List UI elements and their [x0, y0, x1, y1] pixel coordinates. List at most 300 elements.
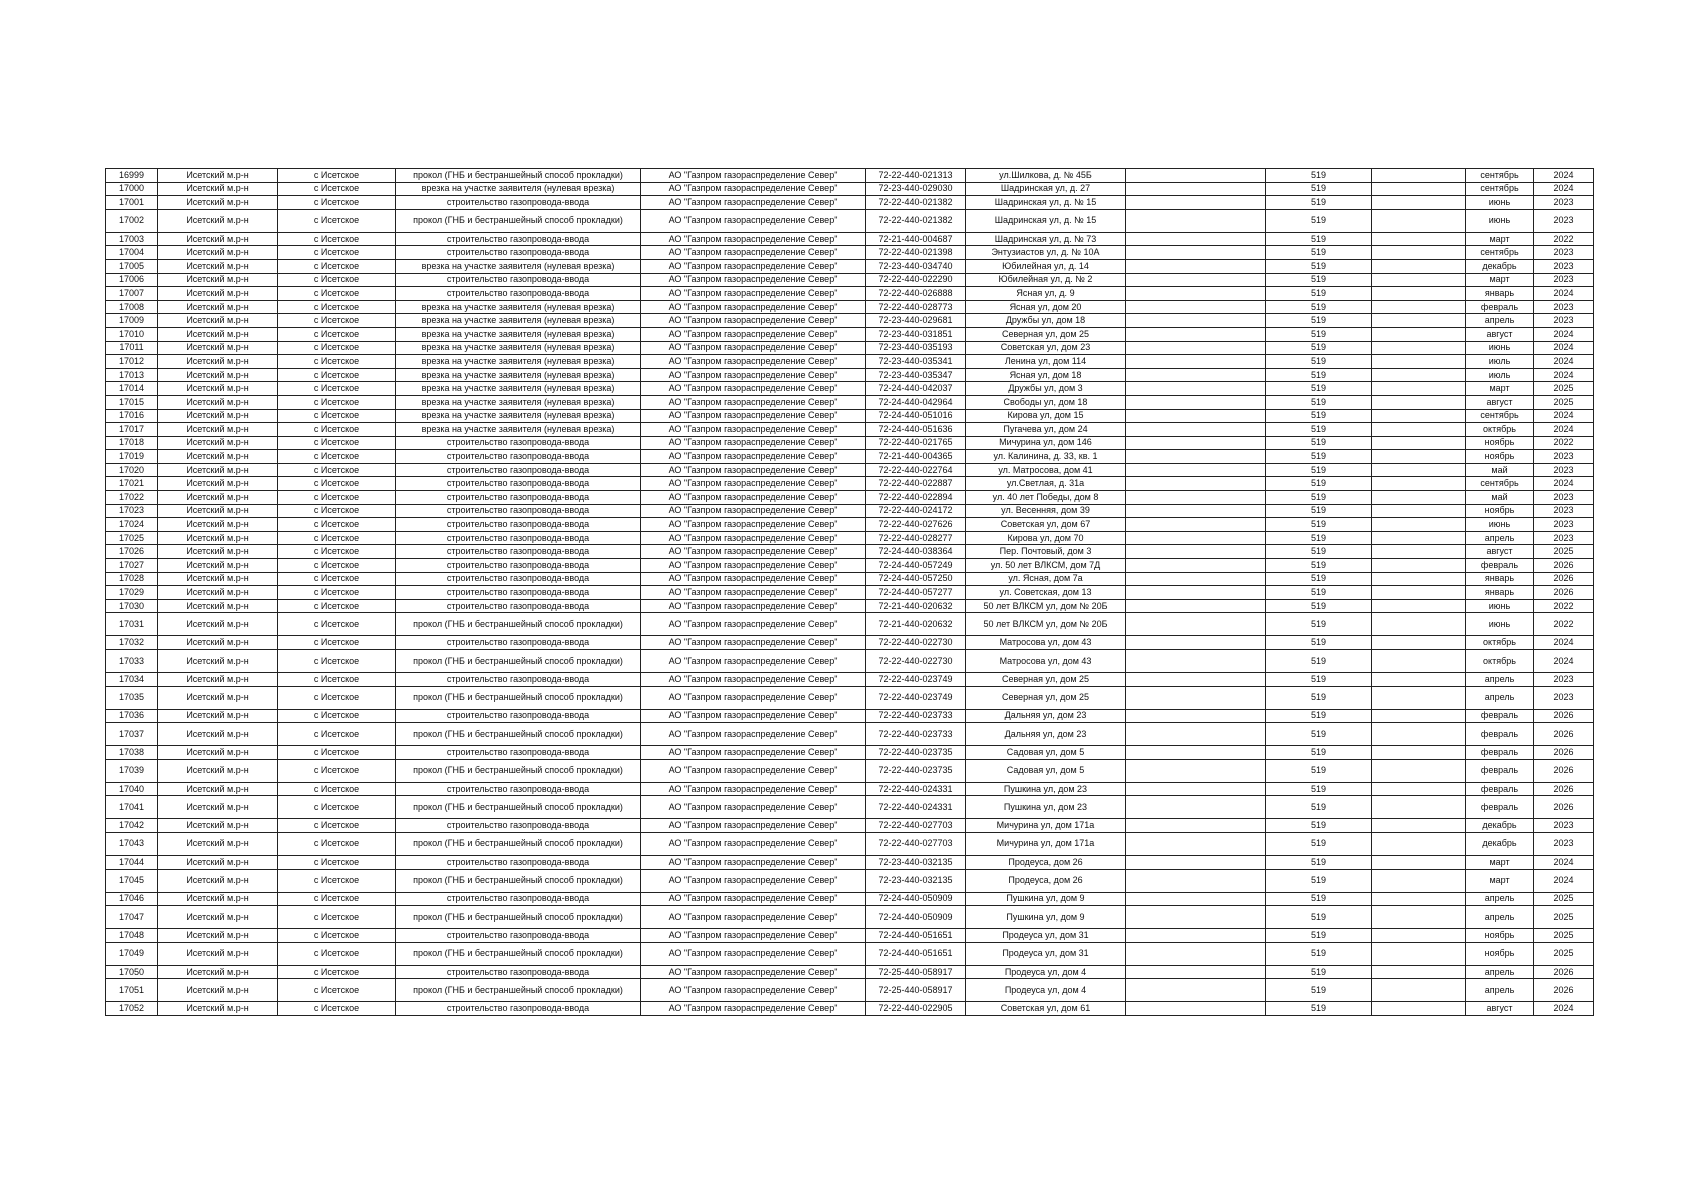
cell-district: Исетский м.р-н	[158, 395, 278, 409]
cell-address: Шадринская ул, д. 27	[966, 182, 1126, 196]
cell-settlement: с Исетское	[278, 287, 396, 301]
cell-address: Шадринская ул, д. № 15	[966, 209, 1126, 232]
cell-year: 2023	[1534, 673, 1594, 687]
cell-settlement: с Исетское	[278, 314, 396, 328]
cell-district: Исетский м.р-н	[158, 723, 278, 746]
table-row	[106, 423, 1594, 437]
cell-work-type: строительство газопровода-ввода	[396, 1002, 641, 1016]
cell-year: 2022	[1534, 613, 1594, 636]
cell-row-number: 17028	[106, 572, 158, 586]
cell-organization: АО "Газпром газораспределение Север"	[641, 450, 866, 464]
cell-work-type: строительство газопровода-ввода	[396, 636, 641, 650]
table-row	[106, 477, 1594, 491]
cell-empty-col-2	[1372, 531, 1466, 545]
cell-row-number: 17048	[106, 929, 158, 943]
cell-month: сентябрь	[1466, 169, 1534, 183]
cell-code: 519	[1266, 504, 1372, 518]
cell-work-type: строительство газопровода-ввода	[396, 287, 641, 301]
cell-empty-col-2	[1372, 942, 1466, 965]
cell-district: Исетский м.р-н	[158, 314, 278, 328]
cell-address: Матросова ул, дом 43	[966, 650, 1126, 673]
cell-organization: АО "Газпром газораспределение Север"	[641, 723, 866, 746]
cell-settlement: с Исетское	[278, 906, 396, 929]
cell-row-number: 17012	[106, 355, 158, 369]
cell-year: 2025	[1534, 395, 1594, 409]
cell-organization: АО "Газпром газораспределение Север"	[641, 942, 866, 965]
cell-month: февраль	[1466, 723, 1534, 746]
cell-organization: АО "Газпром газораспределение Север"	[641, 196, 866, 210]
cell-application-number: 72-22-440-022894	[866, 491, 966, 505]
cell-organization: АО "Газпром газораспределение Север"	[641, 463, 866, 477]
cell-work-type: строительство газопровода-ввода	[396, 819, 641, 833]
cell-address: Садовая ул, дом 5	[966, 759, 1126, 782]
cell-work-type: прокол (ГНБ и бестраншейный способ прокладки)	[396, 869, 641, 892]
cell-empty-col-2	[1372, 368, 1466, 382]
table-row	[106, 929, 1594, 943]
cell-empty-col	[1126, 355, 1266, 369]
cell-address: Продеуса ул, дом 4	[966, 965, 1126, 979]
cell-empty-col	[1126, 209, 1266, 232]
cell-settlement: с Исетское	[278, 782, 396, 796]
cell-empty-col-2	[1372, 314, 1466, 328]
cell-district: Исетский м.р-н	[158, 169, 278, 183]
cell-year: 2026	[1534, 782, 1594, 796]
cell-address: Пушкина ул, дом 23	[966, 796, 1126, 819]
table-row	[106, 650, 1594, 673]
cell-address: Кирова ул, дом 70	[966, 531, 1126, 545]
cell-month: апрель	[1466, 906, 1534, 929]
cell-empty-col	[1126, 686, 1266, 709]
cell-year: 2026	[1534, 759, 1594, 782]
cell-code: 519	[1266, 782, 1372, 796]
cell-year: 2026	[1534, 559, 1594, 573]
cell-organization: АО "Газпром газораспределение Север"	[641, 246, 866, 260]
cell-empty-col-2	[1372, 518, 1466, 532]
cell-row-number: 17003	[106, 232, 158, 246]
cell-empty-col-2	[1372, 450, 1466, 464]
cell-empty-col	[1126, 796, 1266, 819]
cell-empty-col-2	[1372, 182, 1466, 196]
cell-address: Советская ул, дом 23	[966, 341, 1126, 355]
cell-code: 519	[1266, 929, 1372, 943]
cell-organization: АО "Газпром газораспределение Север"	[641, 1002, 866, 1016]
cell-empty-col	[1126, 287, 1266, 301]
cell-code: 519	[1266, 169, 1372, 183]
cell-row-number: 17010	[106, 327, 158, 341]
cell-code: 519	[1266, 491, 1372, 505]
cell-month: октябрь	[1466, 423, 1534, 437]
cell-address: Продеуса, дом 26	[966, 869, 1126, 892]
cell-organization: АО "Газпром газораспределение Север"	[641, 759, 866, 782]
cell-organization: АО "Газпром газораспределение Север"	[641, 855, 866, 869]
cell-year: 2023	[1534, 463, 1594, 477]
cell-work-type: строительство газопровода-ввода	[396, 746, 641, 760]
cell-address: Энтузиастов ул, д. № 10А	[966, 246, 1126, 260]
cell-application-number: 72-24-440-042964	[866, 395, 966, 409]
table-row	[106, 782, 1594, 796]
cell-work-type: строительство газопровода-ввода	[396, 491, 641, 505]
cell-work-type: прокол (ГНБ и бестраншейный способ прокладки)	[396, 906, 641, 929]
cell-settlement: с Исетское	[278, 273, 396, 287]
cell-settlement: с Исетское	[278, 650, 396, 673]
cell-year: 2023	[1534, 314, 1594, 328]
cell-row-number: 17019	[106, 450, 158, 464]
cell-organization: АО "Газпром газораспределение Север"	[641, 518, 866, 532]
cell-settlement: с Исетское	[278, 259, 396, 273]
cell-address: Пушкина ул, дом 23	[966, 782, 1126, 796]
cell-code: 519	[1266, 673, 1372, 687]
cell-row-number: 16999	[106, 169, 158, 183]
cell-code: 519	[1266, 436, 1372, 450]
cell-month: апрель	[1466, 673, 1534, 687]
cell-row-number: 17023	[106, 504, 158, 518]
cell-work-type: врезка на участке заявителя (нулевая врезка)	[396, 382, 641, 396]
cell-application-number: 72-25-440-058917	[866, 979, 966, 1002]
cell-month: февраль	[1466, 796, 1534, 819]
cell-work-type: строительство газопровода-ввода	[396, 855, 641, 869]
cell-work-type: врезка на участке заявителя (нулевая врезка)	[396, 314, 641, 328]
cell-address: Кирова ул, дом 15	[966, 409, 1126, 423]
cell-settlement: с Исетское	[278, 246, 396, 260]
cell-settlement: с Исетское	[278, 182, 396, 196]
cell-row-number: 17027	[106, 559, 158, 573]
cell-year: 2024	[1534, 423, 1594, 437]
cell-application-number: 72-22-440-026888	[866, 287, 966, 301]
cell-code: 519	[1266, 796, 1372, 819]
table-row	[106, 559, 1594, 573]
cell-code: 519	[1266, 586, 1372, 600]
cell-empty-col-2	[1372, 327, 1466, 341]
cell-empty-col	[1126, 906, 1266, 929]
cell-organization: АО "Газпром газораспределение Север"	[641, 636, 866, 650]
cell-work-type: строительство газопровода-ввода	[396, 673, 641, 687]
cell-district: Исетский м.р-н	[158, 491, 278, 505]
cell-application-number: 72-22-440-027626	[866, 518, 966, 532]
cell-empty-col	[1126, 636, 1266, 650]
cell-row-number: 17006	[106, 273, 158, 287]
cell-code: 519	[1266, 892, 1372, 906]
cell-district: Исетский м.р-н	[158, 327, 278, 341]
table-row	[106, 436, 1594, 450]
cell-empty-col	[1126, 518, 1266, 532]
cell-settlement: с Исетское	[278, 382, 396, 396]
cell-empty-col-2	[1372, 869, 1466, 892]
cell-address: Советская ул, дом 67	[966, 518, 1126, 532]
cell-row-number: 17042	[106, 819, 158, 833]
cell-month: ноябрь	[1466, 504, 1534, 518]
cell-row-number: 17046	[106, 892, 158, 906]
table-row	[106, 327, 1594, 341]
table-row	[106, 855, 1594, 869]
cell-work-type: прокол (ГНБ и бестраншейный способ прокладки)	[396, 723, 641, 746]
cell-application-number: 72-23-440-029681	[866, 314, 966, 328]
cell-code: 519	[1266, 477, 1372, 491]
table-row	[106, 355, 1594, 369]
cell-code: 519	[1266, 906, 1372, 929]
cell-row-number: 17015	[106, 395, 158, 409]
cell-row-number: 17000	[106, 182, 158, 196]
cell-empty-col	[1126, 942, 1266, 965]
cell-row-number: 17033	[106, 650, 158, 673]
table-row	[106, 300, 1594, 314]
cell-address: Продеуса ул, дом 31	[966, 942, 1126, 965]
table-row	[106, 409, 1594, 423]
cell-settlement: с Исетское	[278, 746, 396, 760]
cell-application-number: 72-22-440-024331	[866, 782, 966, 796]
cell-empty-col-2	[1372, 559, 1466, 573]
table-row	[106, 572, 1594, 586]
cell-settlement: с Исетское	[278, 423, 396, 437]
cell-settlement: с Исетское	[278, 892, 396, 906]
cell-year: 2025	[1534, 382, 1594, 396]
table-row	[106, 673, 1594, 687]
cell-code: 519	[1266, 636, 1372, 650]
cell-settlement: с Исетское	[278, 477, 396, 491]
cell-year: 2023	[1534, 491, 1594, 505]
cell-empty-col-2	[1372, 746, 1466, 760]
cell-work-type: врезка на участке заявителя (нулевая врезка)	[396, 341, 641, 355]
cell-year: 2025	[1534, 545, 1594, 559]
cell-year: 2024	[1534, 409, 1594, 423]
cell-address: ул. Весенняя, дом 39	[966, 504, 1126, 518]
cell-row-number: 17032	[106, 636, 158, 650]
cell-code: 519	[1266, 531, 1372, 545]
cell-organization: АО "Газпром газораспределение Север"	[641, 782, 866, 796]
cell-district: Исетский м.р-н	[158, 759, 278, 782]
cell-organization: АО "Газпром газораспределение Север"	[641, 869, 866, 892]
cell-row-number: 17035	[106, 686, 158, 709]
cell-district: Исетский м.р-н	[158, 673, 278, 687]
cell-settlement: с Исетское	[278, 709, 396, 723]
cell-month: декабрь	[1466, 259, 1534, 273]
cell-district: Исетский м.р-н	[158, 613, 278, 636]
cell-application-number: 72-24-440-050909	[866, 892, 966, 906]
cell-year: 2025	[1534, 906, 1594, 929]
cell-row-number: 17041	[106, 796, 158, 819]
cell-organization: АО "Газпром газораспределение Север"	[641, 531, 866, 545]
cell-district: Исетский м.р-н	[158, 409, 278, 423]
cell-month: апрель	[1466, 965, 1534, 979]
cell-organization: АО "Газпром газораспределение Север"	[641, 819, 866, 833]
cell-empty-col-2	[1372, 232, 1466, 246]
cell-row-number: 17049	[106, 942, 158, 965]
cell-settlement: с Исетское	[278, 723, 396, 746]
cell-district: Исетский м.р-н	[158, 232, 278, 246]
cell-year: 2023	[1534, 273, 1594, 287]
cell-address: Шадринская ул, д. № 73	[966, 232, 1126, 246]
cell-month: июнь	[1466, 518, 1534, 532]
cell-empty-col	[1126, 450, 1266, 464]
cell-application-number: 72-21-440-004365	[866, 450, 966, 464]
cell-district: Исетский м.р-н	[158, 436, 278, 450]
cell-district: Исетский м.р-н	[158, 892, 278, 906]
table-row	[106, 182, 1594, 196]
cell-year: 2023	[1534, 686, 1594, 709]
cell-code: 519	[1266, 300, 1372, 314]
table-row	[106, 209, 1594, 232]
cell-empty-col-2	[1372, 650, 1466, 673]
cell-settlement: с Исетское	[278, 463, 396, 477]
cell-empty-col-2	[1372, 504, 1466, 518]
cell-district: Исетский м.р-н	[158, 559, 278, 573]
cell-month: июнь	[1466, 209, 1534, 232]
cell-address: Шадринская ул, д. № 15	[966, 196, 1126, 210]
cell-month: февраль	[1466, 746, 1534, 760]
cell-month: апрель	[1466, 979, 1534, 1002]
cell-organization: АО "Газпром газораспределение Север"	[641, 545, 866, 559]
cell-year: 2022	[1534, 232, 1594, 246]
cell-empty-col-2	[1372, 929, 1466, 943]
table-row	[106, 395, 1594, 409]
cell-work-type: строительство газопровода-ввода	[396, 782, 641, 796]
cell-application-number: 72-23-440-035193	[866, 341, 966, 355]
cell-row-number: 17020	[106, 463, 158, 477]
cell-work-type: врезка на участке заявителя (нулевая врезка)	[396, 327, 641, 341]
cell-organization: АО "Газпром газораспределение Север"	[641, 929, 866, 943]
cell-empty-col	[1126, 382, 1266, 396]
cell-empty-col-2	[1372, 832, 1466, 855]
cell-settlement: с Исетское	[278, 436, 396, 450]
cell-empty-col-2	[1372, 673, 1466, 687]
cell-year: 2023	[1534, 259, 1594, 273]
cell-month: октябрь	[1466, 636, 1534, 650]
cell-row-number: 17037	[106, 723, 158, 746]
cell-work-type: строительство газопровода-ввода	[396, 450, 641, 464]
cell-month: май	[1466, 491, 1534, 505]
cell-month: март	[1466, 273, 1534, 287]
cell-year: 2024	[1534, 650, 1594, 673]
cell-month: сентябрь	[1466, 246, 1534, 260]
cell-empty-col-2	[1372, 477, 1466, 491]
cell-district: Исетский м.р-н	[158, 259, 278, 273]
cell-month: август	[1466, 327, 1534, 341]
cell-work-type: врезка на участке заявителя (нулевая врезка)	[396, 259, 641, 273]
cell-application-number: 72-22-440-021382	[866, 196, 966, 210]
cell-empty-col	[1126, 182, 1266, 196]
cell-application-number: 72-22-440-023749	[866, 673, 966, 687]
cell-code: 519	[1266, 942, 1372, 965]
cell-address: Продеуса ул, дом 4	[966, 979, 1126, 1002]
cell-year: 2024	[1534, 327, 1594, 341]
cell-district: Исетский м.р-н	[158, 531, 278, 545]
cell-code: 519	[1266, 327, 1372, 341]
cell-address: 50 лет ВЛКСМ ул, дом № 20Б	[966, 613, 1126, 636]
table-row	[106, 979, 1594, 1002]
cell-row-number: 17018	[106, 436, 158, 450]
cell-empty-col	[1126, 436, 1266, 450]
cell-month: декабрь	[1466, 819, 1534, 833]
cell-work-type: прокол (ГНБ и бестраншейный способ прокладки)	[396, 979, 641, 1002]
cell-address: Мичурина ул, дом 171а	[966, 832, 1126, 855]
cell-application-number: 72-22-440-022764	[866, 463, 966, 477]
cell-empty-col	[1126, 409, 1266, 423]
cell-year: 2023	[1534, 450, 1594, 464]
cell-application-number: 72-24-440-051651	[866, 929, 966, 943]
cell-row-number: 17001	[106, 196, 158, 210]
cell-district: Исетский м.р-н	[158, 300, 278, 314]
cell-code: 519	[1266, 287, 1372, 301]
cell-empty-col-2	[1372, 1002, 1466, 1016]
cell-application-number: 72-22-440-022290	[866, 273, 966, 287]
cell-district: Исетский м.р-н	[158, 782, 278, 796]
cell-year: 2023	[1534, 819, 1594, 833]
cell-organization: АО "Газпром газораспределение Север"	[641, 796, 866, 819]
data-table	[105, 168, 1594, 1016]
cell-settlement: с Исетское	[278, 613, 396, 636]
cell-code: 519	[1266, 450, 1372, 464]
cell-work-type: строительство газопровода-ввода	[396, 518, 641, 532]
cell-empty-col-2	[1372, 382, 1466, 396]
cell-address: Свободы ул, дом 18	[966, 395, 1126, 409]
cell-empty-col	[1126, 613, 1266, 636]
cell-empty-col	[1126, 504, 1266, 518]
cell-empty-col	[1126, 368, 1266, 382]
cell-empty-col-2	[1372, 409, 1466, 423]
cell-month: март	[1466, 232, 1534, 246]
cell-district: Исетский м.р-н	[158, 796, 278, 819]
cell-address: ул. Ясная, дом 7а	[966, 572, 1126, 586]
cell-month: август	[1466, 545, 1534, 559]
cell-organization: АО "Газпром газораспределение Север"	[641, 709, 866, 723]
cell-settlement: с Исетское	[278, 355, 396, 369]
cell-organization: АО "Газпром газораспределение Север"	[641, 395, 866, 409]
cell-district: Исетский м.р-н	[158, 709, 278, 723]
cell-year: 2023	[1534, 209, 1594, 232]
cell-organization: АО "Газпром газораспределение Север"	[641, 906, 866, 929]
cell-empty-col	[1126, 395, 1266, 409]
cell-year: 2024	[1534, 1002, 1594, 1016]
table-row	[106, 196, 1594, 210]
table-row	[106, 819, 1594, 833]
cell-organization: АО "Газпром газораспределение Север"	[641, 382, 866, 396]
cell-row-number: 17002	[106, 209, 158, 232]
cell-year: 2026	[1534, 723, 1594, 746]
cell-empty-col-2	[1372, 355, 1466, 369]
cell-month: сентябрь	[1466, 477, 1534, 491]
cell-address: Юбилейная ул, д. 14	[966, 259, 1126, 273]
table-row	[106, 746, 1594, 760]
cell-settlement: с Исетское	[278, 832, 396, 855]
cell-empty-col	[1126, 246, 1266, 260]
cell-district: Исетский м.р-н	[158, 855, 278, 869]
cell-district: Исетский м.р-н	[158, 368, 278, 382]
table-row	[106, 382, 1594, 396]
cell-application-number: 72-22-440-028277	[866, 531, 966, 545]
cell-work-type: строительство газопровода-ввода	[396, 892, 641, 906]
cell-district: Исетский м.р-н	[158, 182, 278, 196]
cell-settlement: с Исетское	[278, 209, 396, 232]
cell-work-type: прокол (ГНБ и бестраншейный способ прокладки)	[396, 613, 641, 636]
cell-application-number: 72-22-440-023733	[866, 709, 966, 723]
cell-month: ноябрь	[1466, 450, 1534, 464]
cell-work-type: прокол (ГНБ и бестраншейный способ прокладки)	[396, 759, 641, 782]
cell-organization: АО "Газпром газораспределение Север"	[641, 327, 866, 341]
cell-application-number: 72-23-440-031851	[866, 327, 966, 341]
cell-application-number: 72-23-440-032135	[866, 855, 966, 869]
table-row	[106, 504, 1594, 518]
cell-empty-col-2	[1372, 246, 1466, 260]
cell-work-type: строительство газопровода-ввода	[396, 709, 641, 723]
table-row	[106, 273, 1594, 287]
cell-application-number: 72-21-440-004687	[866, 232, 966, 246]
cell-organization: АО "Газпром газораспределение Север"	[641, 613, 866, 636]
cell-empty-col-2	[1372, 796, 1466, 819]
cell-code: 519	[1266, 232, 1372, 246]
cell-empty-col-2	[1372, 965, 1466, 979]
cell-code: 519	[1266, 246, 1372, 260]
cell-district: Исетский м.р-н	[158, 636, 278, 650]
cell-year: 2024	[1534, 477, 1594, 491]
